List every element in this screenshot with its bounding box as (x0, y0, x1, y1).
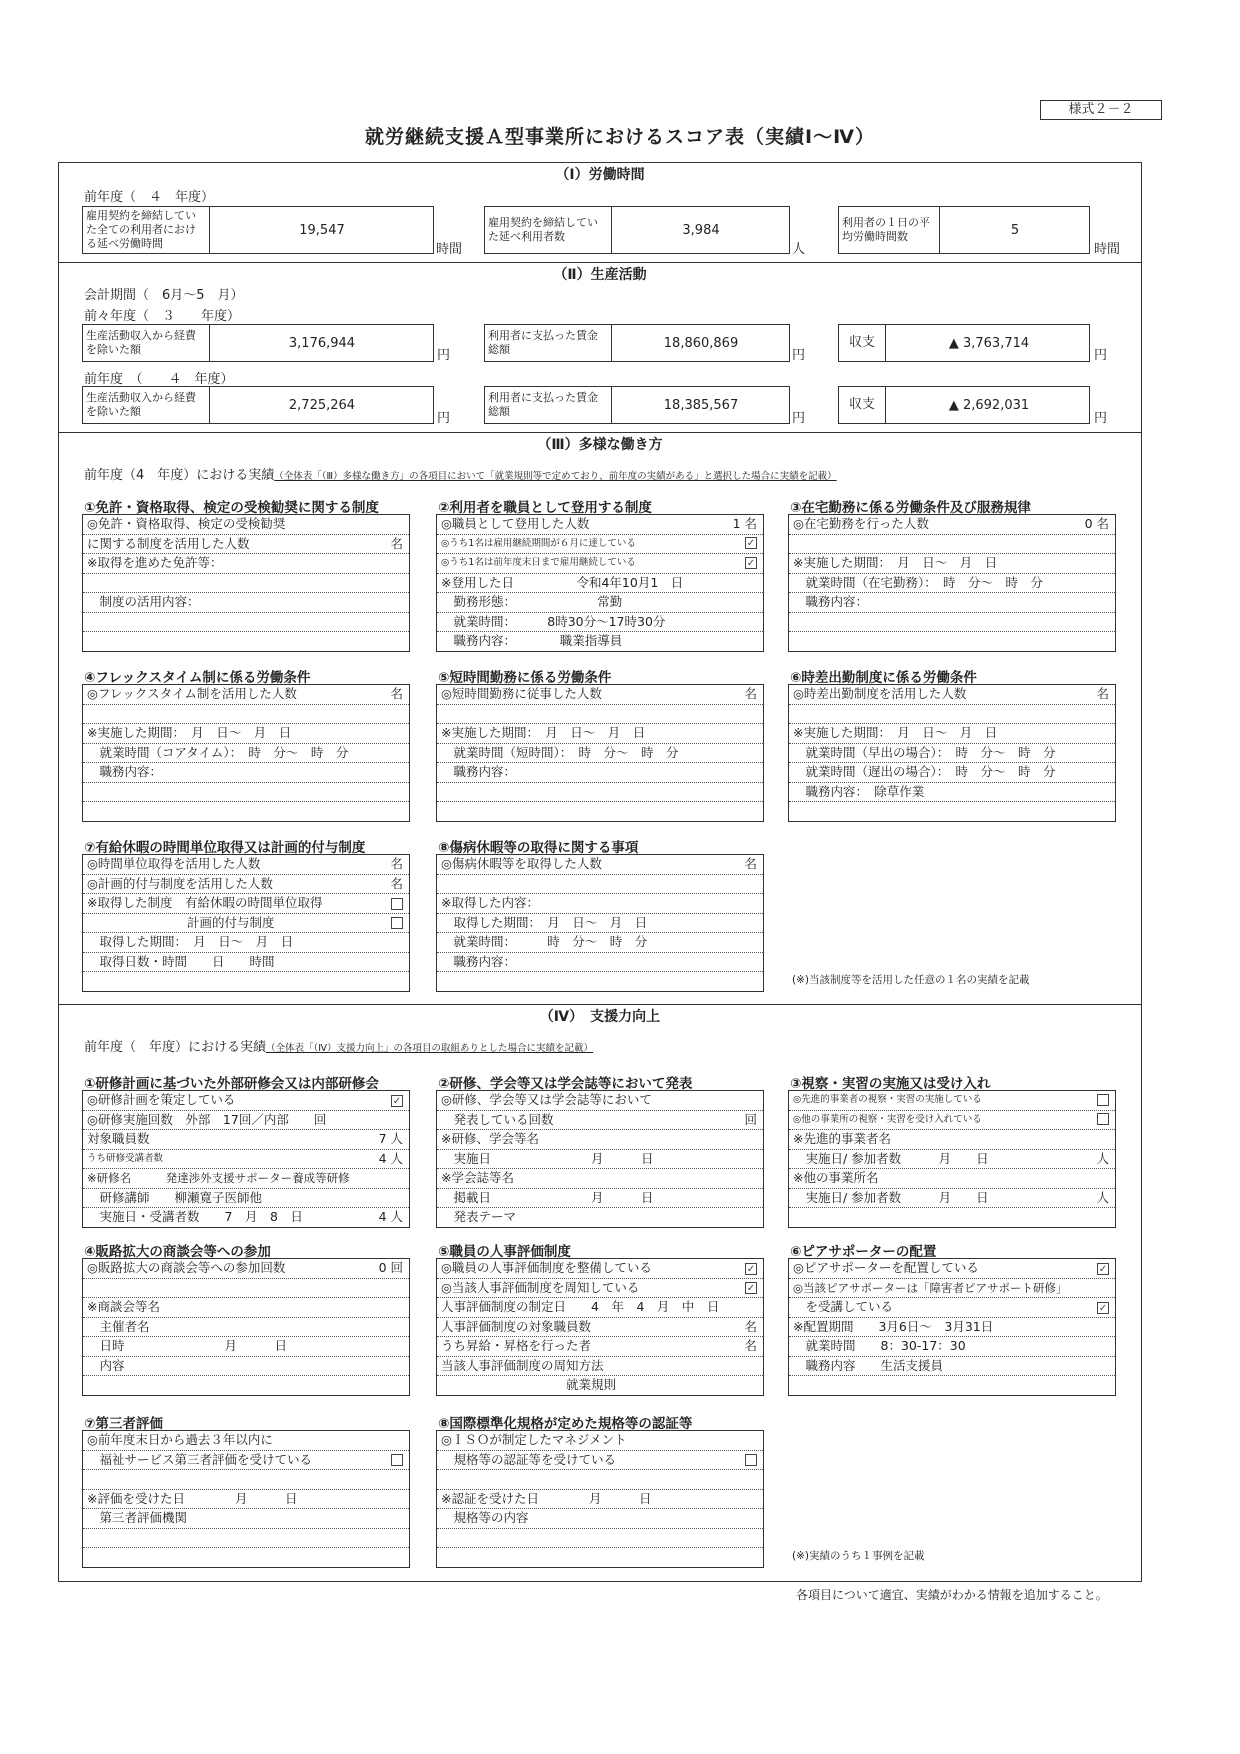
card-row: ◎在宅勤務を行った人数 0 名 (789, 515, 1115, 535)
card-row: ※取得した制度 有給休暇の時間単位取得 (83, 894, 409, 914)
card-row (83, 705, 409, 725)
s4-card8-title: ⑧国際標準化規格が定めた規格等の認証等 (438, 1416, 693, 1432)
card-row (437, 705, 763, 725)
divider (58, 262, 1142, 263)
card-row: 就業時間（在宅勤務）： 時 分～ 時 分 (789, 574, 1115, 594)
card-row: を受講している ✓ (789, 1298, 1115, 1318)
s3-card4-title: ④フレックスタイム制に係る労働条件 (84, 670, 311, 686)
card-row: ◎免許・資格取得、検定の受検勧奨 (83, 515, 409, 535)
checkbox-checked[interactable]: ✓ (1098, 1302, 1108, 1314)
divider (58, 1004, 1142, 1005)
card-row: 掲載日 月 日 (437, 1189, 763, 1209)
checkbox-unchecked[interactable] (1097, 1113, 1109, 1125)
avg-daily-hours-value: 5 (1010, 222, 1020, 238)
section-1-year: 前年度（ ４ 年度） (84, 190, 215, 205)
card-row: 第三者評価機関 (83, 1509, 409, 1529)
checkbox-unchecked[interactable] (745, 1454, 757, 1466)
card-row: ※評価を受けた日 月 日 (83, 1490, 409, 1510)
total-users-box (484, 206, 790, 254)
checkbox-unchecked[interactable] (391, 898, 403, 910)
card-row: 取得した期間： 月 日～ 月 日 (437, 914, 763, 934)
unit-persons: 名 (1096, 686, 1109, 701)
total-work-hours-label: 雇用契約を締結していた全ての利用者における延べ労働時間 (83, 207, 210, 253)
card-row: 福祉サービス第三者評価を受けている (83, 1451, 409, 1471)
card-row (83, 1548, 409, 1567)
card-row (789, 535, 1115, 555)
card-row (789, 1208, 1115, 1227)
s3-card6-title: ⑥時差出勤制度に係る労働条件 (790, 670, 977, 686)
card-row (789, 1376, 1115, 1395)
card-row: 就業時間（短時間）： 時 分～ 時 分 (437, 744, 763, 764)
yen-unit: 円 (1094, 411, 1108, 426)
card-row: 日時 月 日 (83, 1337, 409, 1357)
card-row: ◎当該ピアサポーターは「障害者ピアサポート研修」 (789, 1279, 1115, 1299)
card-row (83, 1470, 409, 1490)
card-row (789, 802, 1115, 821)
card-row: ◎ＩＳＯが制定したマネジメント (437, 1431, 763, 1451)
card-row: 人事評価制度の対象職員数 名 (437, 1318, 763, 1338)
income-box-2 (82, 386, 434, 424)
wage-label: 利用者に支払った賃金総額 (485, 387, 612, 423)
section-3-intro-year: 前年度（4 年度）における実績 (84, 468, 275, 483)
unit-persons: 名 (390, 856, 403, 871)
year-before-last: 前々年度（ ３ 年度） (84, 309, 241, 324)
s3-card7-box (82, 854, 410, 992)
card-row (789, 613, 1115, 633)
card-row (83, 972, 409, 991)
unit-persons: 名 (744, 686, 757, 701)
card-row: 発表テーマ (441, 1209, 517, 1224)
card-row: ※学会誌等名 (437, 1169, 763, 1189)
card-row (437, 783, 763, 803)
staff-count: 1 名 (732, 516, 757, 531)
card-row: 職務内容： (789, 593, 1115, 613)
card-row: 取得日数・時間 日 時間 (83, 953, 409, 973)
divider (58, 432, 1142, 433)
card-row: 実施日・受講者数 7 月 8 日 4 人 (83, 1208, 409, 1227)
checkbox-unchecked[interactable] (391, 917, 403, 929)
card-row: 取得した期間： 月 日～ 月 日 (83, 933, 409, 953)
card-row: 就業時間（早出の場合）： 時 分～ 時 分 (789, 744, 1115, 764)
card-row: ◎当該人事評価制度を周知している ✓ (437, 1279, 763, 1299)
card-row: ◎時間単位取得を活用した人数 名 (83, 855, 409, 875)
card-row: 職務内容 生活支援員 (789, 1357, 1115, 1377)
card-row: ※実施した期間： 月 日～ 月 日 (789, 724, 1115, 744)
card-row: 職務内容： 除草作業 (789, 783, 1115, 803)
card-row: 職務内容： (83, 763, 409, 783)
card-row: ※認証を受けた日 月 日 (437, 1490, 763, 1510)
per-day-count: 4 人 (378, 1209, 403, 1224)
card-row: 実施日/ 参加者数 月 日 人 (789, 1189, 1115, 1209)
total-users-value: 3,984 (682, 222, 720, 238)
section-3-intro (84, 464, 837, 483)
card-row (83, 1279, 409, 1299)
card-row: ※登用した日 令和4年10月1 日 (437, 574, 763, 594)
card-row: ※取得した内容： (437, 894, 763, 914)
card-row: 就業時間 8：30-17：30 (789, 1337, 1115, 1357)
card-row: 人事評価制度の制定日 4 年 4 月 中 日 (437, 1298, 763, 1318)
income-value-2: 2,725,264 (288, 397, 356, 413)
yen-unit: 円 (437, 411, 451, 426)
total-users-label: 雇用契約を締結していた延べ利用者数 (485, 207, 612, 253)
section-4-footnote: (※)実績のうち１事例を記載 (792, 1550, 925, 1562)
card-row: ◎前年度末日から過去３年以内に (83, 1431, 409, 1451)
checkbox-checked[interactable]: ✓ (746, 538, 756, 549)
card-row: 計画的付与制度 (83, 914, 409, 934)
card-row: 就業時間（遅出の場合）： 時 分～ 時 分 (789, 763, 1115, 783)
s3-card8-title: ⑧傷病休暇等の取得に関する事項 (438, 840, 639, 856)
card-row: 就業時間（コアタイム）： 時 分～ 時 分 (83, 744, 409, 764)
unit-persons: 人 (1096, 1189, 1109, 1205)
card-row: ◎販路拡大の商談会等への参加回数 0 回 (83, 1259, 409, 1279)
yen-unit: 円 (792, 348, 806, 363)
s3-card1-title: ①免許・資格取得、検定の受検勧奨に関する制度 (84, 500, 379, 516)
card-row (83, 613, 409, 633)
card-row (437, 875, 763, 895)
yen-unit: 円 (437, 348, 451, 363)
card-row: 制度の活用内容： (83, 593, 409, 613)
s4-card2-title: ②研修、学会等又は学会誌等において発表 (438, 1076, 693, 1092)
meeting-count: 0 回 (378, 1260, 403, 1275)
s4-card8-box (436, 1430, 764, 1568)
checkbox-checked[interactable]: ✓ (746, 1263, 756, 1275)
card-row: うち昇給・昇格を行った者 名 (437, 1337, 763, 1357)
card-row: ◎他の事業所の視察・実習を受け入れている (789, 1111, 1115, 1131)
card-row: ※他の事業所名 (789, 1169, 1115, 1189)
total-work-hours-value: 19,547 (299, 222, 345, 238)
bottom-note: 各項目について適宜、実績がわかる情報を追加すること。 (796, 1588, 1108, 1602)
balance-label: 収支 (839, 325, 886, 361)
previous-year: 前年度 （ ４ 年度） (84, 372, 234, 387)
income-value-1: 3,176,944 (288, 335, 356, 351)
card-row (83, 1376, 409, 1395)
total-work-hours-box (82, 206, 434, 254)
card-row (437, 802, 763, 821)
card-row: ※研修、学会等名 (437, 1130, 763, 1150)
section-4-intro-note: （全体表「（Ⅳ）支援力向上」の各項目の取組ありとした場合に実績を記載） (266, 1043, 594, 1054)
card-row: 実施日 月 日 (437, 1150, 763, 1170)
card-row (83, 1529, 409, 1549)
balance-label: 収支 (839, 387, 886, 423)
checkbox-checked[interactable]: ✓ (746, 557, 756, 569)
income-box-1 (82, 324, 434, 362)
page-title: 就労継続支援Ａ型事業所におけるスコア表（実績Ⅰ～Ⅳ） (365, 126, 875, 148)
unit-times: 回 (744, 1111, 757, 1127)
persons-unit: 人 (792, 242, 806, 257)
s3-card8-box (436, 854, 764, 992)
balance-value-2: ▲ 2,692,031 (948, 397, 1030, 413)
s4-card7-title: ⑦第三者評価 (84, 1416, 163, 1432)
card-row: ※商談会等名 (83, 1298, 409, 1318)
section-4-title: （Ⅳ） 支援力向上 (539, 1009, 661, 1025)
card-row: に関する制度を活用した人数 名 (83, 535, 409, 555)
card-row: 規格等の内容 (437, 1509, 763, 1529)
unit-persons: 名 (390, 686, 403, 701)
form-id-label: 様式２－２ (1040, 100, 1162, 120)
section-3-footnote: (※)当該制度等を活用した任意の１名の実績を記載 (792, 974, 1030, 986)
card-row: ◎短時間勤務に従事した人数 名 (437, 685, 763, 705)
s3-card6-box (788, 684, 1116, 822)
card-row: 就業規則 (441, 1377, 617, 1392)
s4-card5-title: ⑤職員の人事評価制度 (438, 1244, 571, 1260)
section-4-intro-year: 前年度（ 年度）における実績 (84, 1040, 267, 1055)
balance-box-1 (838, 324, 1090, 362)
card-row: ※実施した期間： 月 日～ 月 日 (789, 554, 1115, 574)
s3-card1-box (82, 514, 410, 652)
s3-card3-title: ③在宅勤務に係る労働条件及び服務規律 (790, 500, 1031, 516)
wage-value-2: 18,385,567 (663, 397, 739, 413)
s3-card2-box (436, 514, 764, 652)
balance-value-1: ▲ 3,763,714 (948, 335, 1030, 351)
card-row: ◎ピアサポーターを配置している ✓ (789, 1259, 1115, 1279)
target-staff-count: 7 人 (378, 1131, 403, 1146)
card-row: 規格等の認証等を受けている (437, 1451, 763, 1471)
checkbox-checked[interactable]: ✓ (746, 1283, 756, 1294)
card-row: 発表している回数 回 (437, 1111, 763, 1131)
card-row: ※研修名 発達渉外支援サポーター養成等研修 (83, 1169, 409, 1189)
card-row: ※配置期間 3月6日～ 3月31日 (789, 1318, 1115, 1338)
avg-daily-hours-box (838, 206, 1090, 254)
card-row: ◎うち1名は雇用継続期間が６月に達している ✓ (437, 535, 763, 555)
s4-card4-title: ④販路拡大の商談会等への参加 (84, 1244, 271, 1260)
avg-daily-hours-label: 利用者の１日の平均労働時間数 (839, 207, 940, 253)
income-label: 生産活動収入から経費を除いた額 (83, 325, 210, 361)
hours-unit: 時間 (1094, 242, 1121, 257)
card-row: 職務内容： 職業指導員 (441, 633, 623, 648)
card-row: ◎先進的事業者の視察・実習の実施している (789, 1091, 1115, 1111)
s3-card5-title: ⑤短時間勤務に係る労働条件 (438, 670, 612, 686)
card-row: ◎職員の人事評価制度を整備している ✓ (437, 1259, 763, 1279)
s4-card1-box (82, 1090, 410, 1228)
section-3-intro-note: （全体表「（Ⅲ）多様な働き方」の各項目において「就業規則等で定めており、前年度の実績がある」と選択した場合に実績を記載） (274, 471, 837, 482)
checkbox-unchecked[interactable] (391, 1454, 403, 1466)
wage-label: 利用者に支払った賃金総額 (485, 325, 612, 361)
checkbox-checked[interactable]: ✓ (1098, 1263, 1108, 1275)
hours-unit: 時間 (436, 242, 463, 257)
card-row: ◎計画的付与制度を活用した人数 名 (83, 875, 409, 895)
card-row (437, 1529, 763, 1549)
card-row (437, 972, 763, 991)
card-row: 職務内容： (437, 953, 763, 973)
card-row: 内容 (83, 1357, 409, 1377)
card-row (83, 632, 409, 651)
unit-persons: 名 (390, 875, 403, 891)
s3-card3-box (788, 514, 1116, 652)
balance-box-2 (838, 386, 1090, 424)
card-row: ※取得を進めた免許等： (83, 554, 409, 574)
wage-box-2 (484, 386, 790, 424)
card-row (789, 632, 1115, 651)
card-row: ◎研修実施回数 外部 17回／内部 回 (83, 1111, 409, 1131)
s3-card5-box (436, 684, 764, 822)
card-row: ◎傷病休暇等を取得した人数 名 (437, 855, 763, 875)
s4-card1-title: ①研修計画に基づいた外部研修会又は内部研修会 (84, 1076, 379, 1092)
s4-card3-title: ③視察・実習の実施又は受け入れ (790, 1076, 991, 1092)
s4-card5-box (436, 1258, 764, 1396)
card-row (437, 1548, 763, 1567)
card-row: 就業時間： 時 分～ 時 分 (437, 933, 763, 953)
s4-card4-box (82, 1258, 410, 1396)
card-row: ◎うち1名は前年度末日まで雇用継続している ✓ (437, 554, 763, 574)
card-row: 主催者名 (83, 1318, 409, 1338)
accounting-period: 会計期間（ 6月～5 月） (84, 288, 244, 303)
card-row: 就業時間： 8時30分～17時30分 (437, 613, 763, 633)
s3-card2-title: ②利用者を職員として登用する制度 (438, 500, 652, 516)
card-row: 当該人事評価制度の周知方法 (437, 1357, 763, 1377)
wage-box-1 (484, 324, 790, 362)
card-row: うち研修受講者数 4 人 (83, 1150, 409, 1170)
card-row: ※実施した期間： 月 日～ 月 日 (83, 724, 409, 744)
card-row: ◎職員として登用した人数 1 名 (437, 515, 763, 535)
yen-unit: 円 (1094, 348, 1108, 363)
attendee-count: 4 人 (378, 1150, 403, 1166)
section-4-intro (84, 1036, 593, 1055)
card-row: 勤務形態： 常勤 (437, 593, 763, 613)
card-row (83, 574, 409, 594)
unit-persons: 名 (744, 1338, 757, 1353)
unit-persons: 人 (1096, 1150, 1109, 1166)
card-row (437, 1470, 763, 1490)
section-1-title: （Ⅰ）労働時間 (555, 167, 645, 183)
unit-persons: 名 (390, 535, 403, 551)
card-row (83, 802, 409, 821)
card-row: 研修講師 柳瀬寛子医師他 (83, 1189, 409, 1209)
card-row: 職務内容： (437, 763, 763, 783)
card-row: ◎研修、学会等又は学会誌等において (437, 1091, 763, 1111)
section-2-title: （Ⅱ）生産活動 (553, 267, 647, 283)
card-row: ◎フレックスタイム制を活用した人数 名 (83, 685, 409, 705)
card-row: ※先進的事業者名 (789, 1130, 1115, 1150)
card-row: ◎時差出勤制度を活用した人数 名 (789, 685, 1115, 705)
card-row: 実施日/ 参加者数 月 日 人 (789, 1150, 1115, 1170)
wage-value-1: 18,860,869 (663, 335, 739, 351)
card-row: 対象職員数 7 人 (83, 1130, 409, 1150)
s3-card4-box (82, 684, 410, 822)
s4-card6-title: ⑥ピアサポーターの配置 (790, 1244, 937, 1260)
unit-persons: 名 (744, 1318, 757, 1334)
card-row (789, 705, 1115, 725)
checkbox-unchecked[interactable] (1097, 1094, 1109, 1106)
card-row: ※実施した期間： 月 日～ 月 日 (437, 724, 763, 744)
yen-unit: 円 (792, 411, 806, 426)
section-3-title: （Ⅲ）多様な働き方 (537, 437, 663, 453)
s4-card6-box (788, 1258, 1116, 1396)
s4-card2-box (436, 1090, 764, 1228)
income-label: 生産活動収入から経費を除いた額 (83, 387, 210, 423)
card-row: ◎研修計画を策定している ✓ (83, 1091, 409, 1111)
checkbox-checked[interactable]: ✓ (392, 1095, 402, 1107)
remote-count: 0 名 (1084, 516, 1109, 531)
unit-persons: 名 (744, 856, 757, 871)
s4-card7-box (82, 1430, 410, 1568)
s3-card7-title: ⑦有給休暇の時間単位取得又は計画的付与制度 (84, 840, 366, 856)
card-row (83, 783, 409, 803)
s4-card3-box (788, 1090, 1116, 1228)
